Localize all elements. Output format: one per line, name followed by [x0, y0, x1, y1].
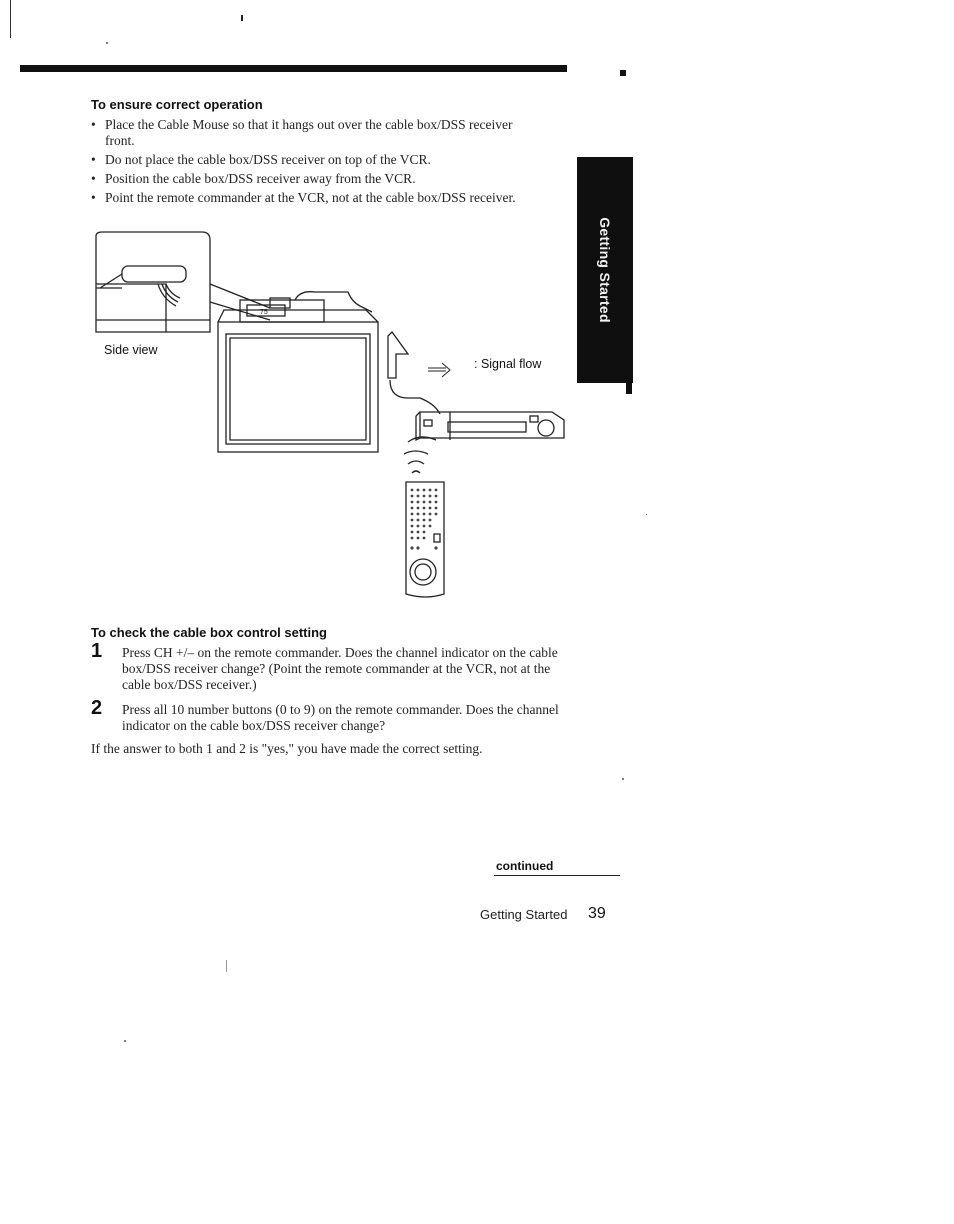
- scan-speck: [241, 15, 243, 21]
- list-item: • Point the remote commander at the VCR, not at the cable box/DSS receiver.: [91, 190, 531, 206]
- header-rule: [20, 65, 567, 72]
- list-item: • Position the cable box/DSS receiver away from the VCR.: [91, 171, 531, 187]
- step-text: Press CH +/– on the remote commander. Does the channel indicator on the cable box/DSS receiver change? (Point the remote commander at the VCR, not at the cable box/DSS receiver.): [122, 645, 558, 692]
- continued-label: continued: [496, 859, 554, 873]
- vcr: [408, 412, 564, 442]
- step-number: 2: [91, 697, 103, 719]
- scan-speck: [106, 42, 108, 44]
- step-number: 1: [91, 640, 103, 662]
- side-tab-label: Getting Started: [597, 217, 613, 323]
- list-item: • Do not place the cable box/DSS receiver on top of the VCR.: [91, 152, 531, 168]
- signal-flow-arrow-icon: [428, 363, 450, 377]
- side-view-label: Side view: [104, 343, 158, 357]
- scan-speck: [622, 778, 624, 780]
- header-marker: [620, 70, 626, 76]
- page-number: 39: [588, 905, 606, 922]
- side-view-inset: [96, 232, 210, 332]
- continued-rule: [494, 875, 620, 876]
- bullet-list: [91, 117, 531, 209]
- television: [218, 310, 378, 452]
- list-item: • Place the Cable Mouse so that it hangs out over the cable box/DSS receiver front.: [91, 117, 531, 149]
- cable-box-display: 75: [260, 309, 268, 316]
- remote-commander: [406, 482, 444, 597]
- connection-diagram: [90, 228, 570, 603]
- scan-edge-line: [10, 0, 11, 38]
- scan-speck: [226, 960, 227, 972]
- section-heading-check: To check the cable box control setting: [91, 625, 327, 640]
- signal-flow-label: : Signal flow: [474, 357, 542, 371]
- step-text: Press all 10 number buttons (0 to 9) on the remote commander. Does the channel indicator on the cable box/DSS receiver change?: [122, 702, 559, 733]
- section-heading-operation: To ensure correct operation: [91, 97, 263, 112]
- conclusion-text: If the answer to both 1 and 2 is "yes," you have made the correct setting.: [91, 741, 483, 756]
- section-side-tab: [577, 157, 633, 383]
- tab-edge: [626, 372, 632, 394]
- scan-speck: [646, 514, 647, 515]
- scan-speck: [124, 1040, 126, 1042]
- cable-box: [240, 300, 324, 322]
- footer-section-name: Getting Started: [480, 907, 568, 922]
